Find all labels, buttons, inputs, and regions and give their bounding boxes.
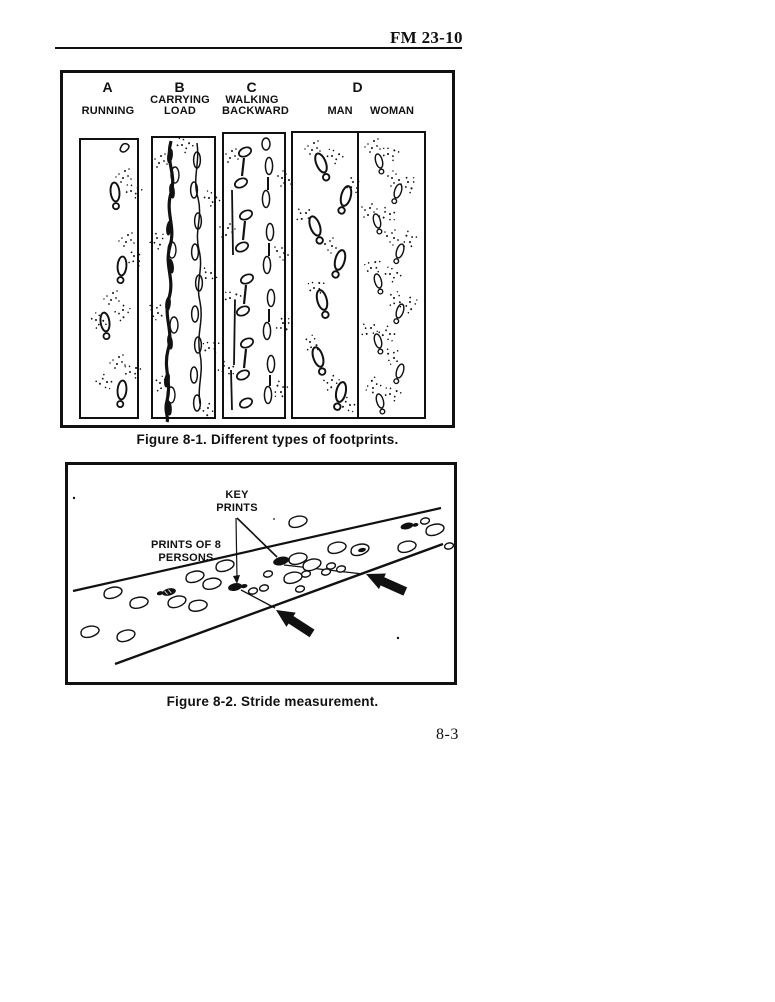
column-a-header bbox=[78, 80, 138, 117]
column-c-letter: C bbox=[246, 79, 258, 95]
column-d-sub-man: MAN bbox=[327, 105, 353, 117]
column-c-label-line2: BACKWARD bbox=[222, 105, 289, 117]
header-rule bbox=[55, 47, 462, 49]
column-b-label-line2: LOAD bbox=[164, 105, 196, 117]
column-d-header bbox=[328, 80, 388, 95]
column-b-label-line1: CARRYING bbox=[150, 94, 210, 106]
header-title: FM 23-10 bbox=[390, 28, 463, 47]
key-prints-line2: PRINTS bbox=[216, 501, 258, 514]
column-a-letter: A bbox=[102, 79, 114, 95]
key-prints-annotation bbox=[197, 489, 277, 514]
column-c-header bbox=[222, 79, 289, 117]
key-prints-line1: KEY bbox=[225, 489, 249, 501]
figure-8-1-frame bbox=[60, 70, 455, 428]
column-d-letter: D bbox=[352, 79, 364, 95]
prints-of-8-persons-line1: PRINTS OF 8 bbox=[150, 539, 222, 551]
column-d-sub-woman: WOMAN bbox=[370, 105, 414, 117]
figure-8-1-illustration bbox=[60, 70, 455, 428]
figure-8-2-frame bbox=[65, 462, 457, 685]
figure-8-2-caption: Figure 8-2. Stride measurement. bbox=[166, 694, 379, 709]
column-c-label-line1: WALKING bbox=[225, 94, 279, 106]
column-b-letter: B bbox=[174, 79, 186, 95]
figure-8-1-caption: Figure 8-1. Different types of footprints. bbox=[136, 432, 399, 447]
column-b-header bbox=[150, 80, 210, 117]
prints-of-8-persons-annotation bbox=[131, 539, 241, 564]
prints-of-8-persons-line2: PERSONS bbox=[158, 551, 214, 564]
column-a-label-line2: RUNNING bbox=[81, 105, 135, 117]
page-number: 8-3 bbox=[436, 726, 459, 743]
